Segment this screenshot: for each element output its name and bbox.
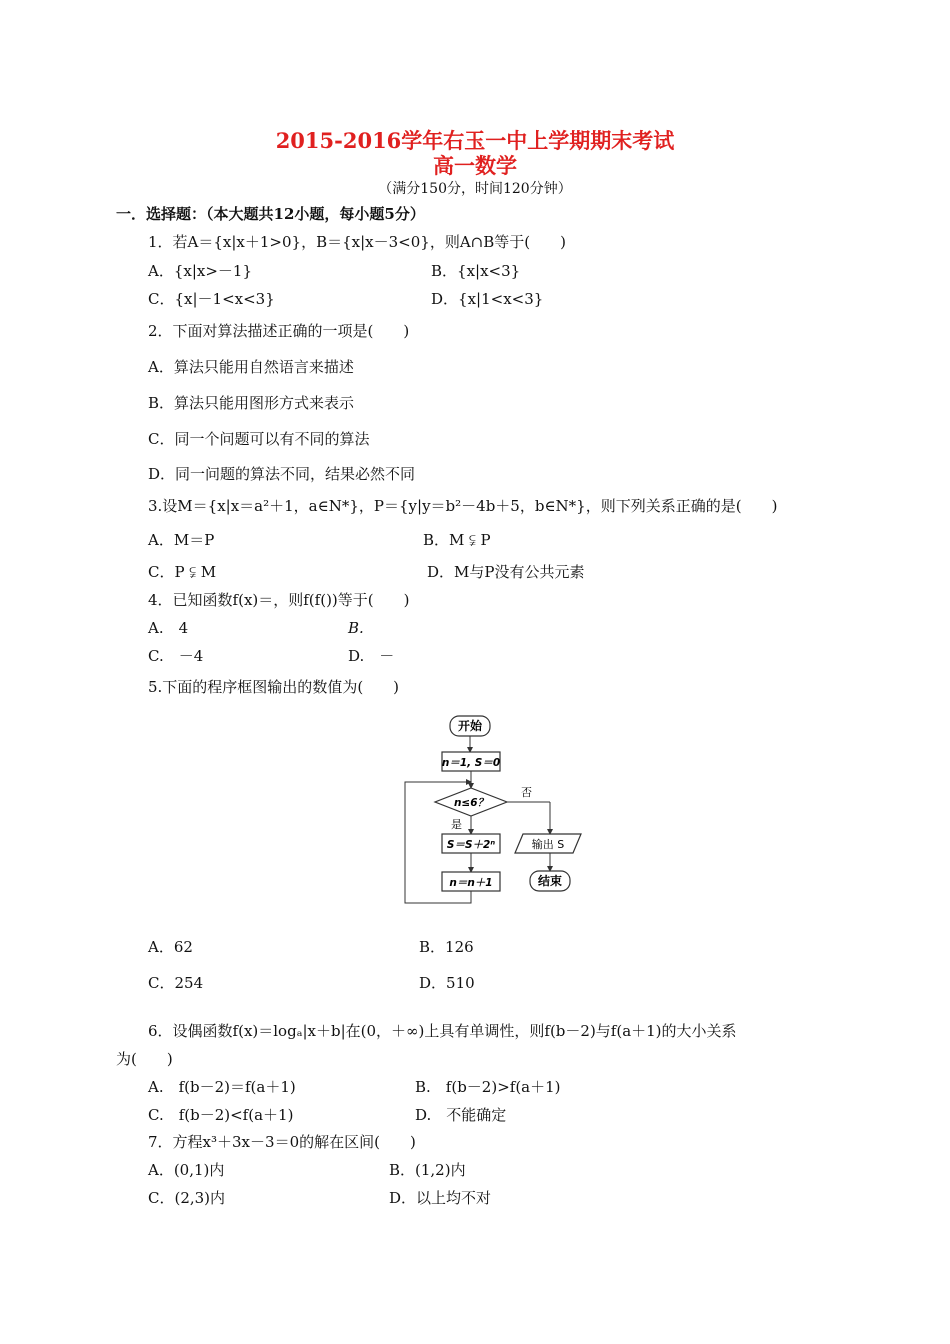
q7-option-a: A．(0,1)内 [148, 1161, 225, 1179]
q3-option-c: C．P ⫋ M [148, 563, 217, 581]
q5-stem: 5.下面的程序框图输出的数值为( ) [148, 678, 400, 696]
q4-option-a: A. 4 [148, 619, 189, 637]
q2-option-b: B．算法只能用图形方式来表示 [148, 394, 355, 412]
q4-option-c: C. －4 [148, 647, 204, 665]
flow-condition-label: n≤6？ [453, 797, 489, 809]
q3-option-b: B．M ⫋ P [423, 531, 491, 549]
flow-start-label: 开始 [457, 719, 483, 733]
q4-stem: 4．已知函数f(x)＝，则f(f())等于( ) [148, 591, 410, 609]
q6-option-d: D. 不能确定 [415, 1106, 507, 1124]
q5-option-c: C．254 [148, 974, 204, 992]
q7-option-b: B．(1,2)内 [389, 1161, 466, 1179]
flow-init-label: n＝1, S＝0 [441, 757, 501, 769]
q6-stem-line2: 为( ) [116, 1050, 173, 1068]
q5-option-b: B．126 [419, 938, 474, 956]
q6-option-a: A. f(b－2)＝f(a＋1) [148, 1078, 296, 1096]
q1-option-c: C．{x|－1<x<3} [148, 290, 275, 308]
exam-subject: 高一数学 [433, 153, 517, 178]
q6-stem-line1: 6．设偶函数f(x)＝logₐ|x＋b|在(0，＋∞)上具有单调性，则f(b－2)与f(a＋1)的大小关系 [148, 1022, 737, 1040]
q5-option-a: A．62 [148, 938, 193, 956]
q2-option-a: A．算法只能用自然语言来描述 [148, 358, 354, 376]
flow-increment-label: n＝n＋1 [449, 877, 493, 889]
q7-option-d: D．以上均不对 [389, 1189, 492, 1207]
flow-output-label: 输出 S [531, 838, 565, 851]
flow-end-label: 结束 [537, 874, 563, 888]
q6-option-c: C. f(b－2)<f(a＋1) [148, 1106, 294, 1124]
exam-title: 2015-2016学年右玉一中上学期期末考试 [275, 128, 675, 153]
q2-option-c: C．同一个问题可以有不同的算法 [148, 430, 370, 448]
flow-yes-label: 是 [451, 818, 462, 831]
q7-option-c: C．(2,3)内 [148, 1189, 226, 1207]
flow-no-label: 否 [521, 786, 532, 799]
q2-stem: 2．下面对算法描述正确的一项是( ) [148, 322, 410, 340]
q3-option-a: A．M＝P [148, 531, 215, 549]
q7-stem: 7．方程x³＋3x－3＝0的解在区间( ) [148, 1133, 416, 1151]
section-heading: 一．选择题：（本大题共12小题，每小题5分） [116, 205, 425, 223]
q3-stem: 3.设M＝{x|x＝a²＋1，a∈N*}，P＝{y|y＝b²－4b＋5，b∈N*}，则下列关系正确的是( ) [148, 497, 778, 515]
q1-option-a: A．{x|x>－1} [148, 262, 253, 280]
q6-option-b: B. f(b－2)>f(a＋1) [415, 1078, 561, 1096]
q4-option-b: B. [348, 619, 364, 637]
flow-assign-label: S＝S＋2ⁿ [446, 839, 496, 851]
q3-option-d: D．M与P没有公共元素 [427, 563, 585, 581]
q1-stem: 1．若A＝{x|x＋1>0}，B＝{x|x－3<0}，则A∩B等于( ) [148, 233, 566, 251]
q1-option-b: B．{x|x<3} [431, 262, 521, 280]
flowchart [395, 712, 595, 912]
exam-note: （满分150分，时间120分钟） [378, 181, 572, 197]
q2-option-d: D．同一问题的算法不同，结果必然不同 [148, 465, 416, 483]
q1-option-d: D．{x|1<x<3} [431, 290, 544, 308]
q5-option-d: D．510 [419, 974, 475, 992]
q4-option-d: D. － [348, 647, 395, 665]
